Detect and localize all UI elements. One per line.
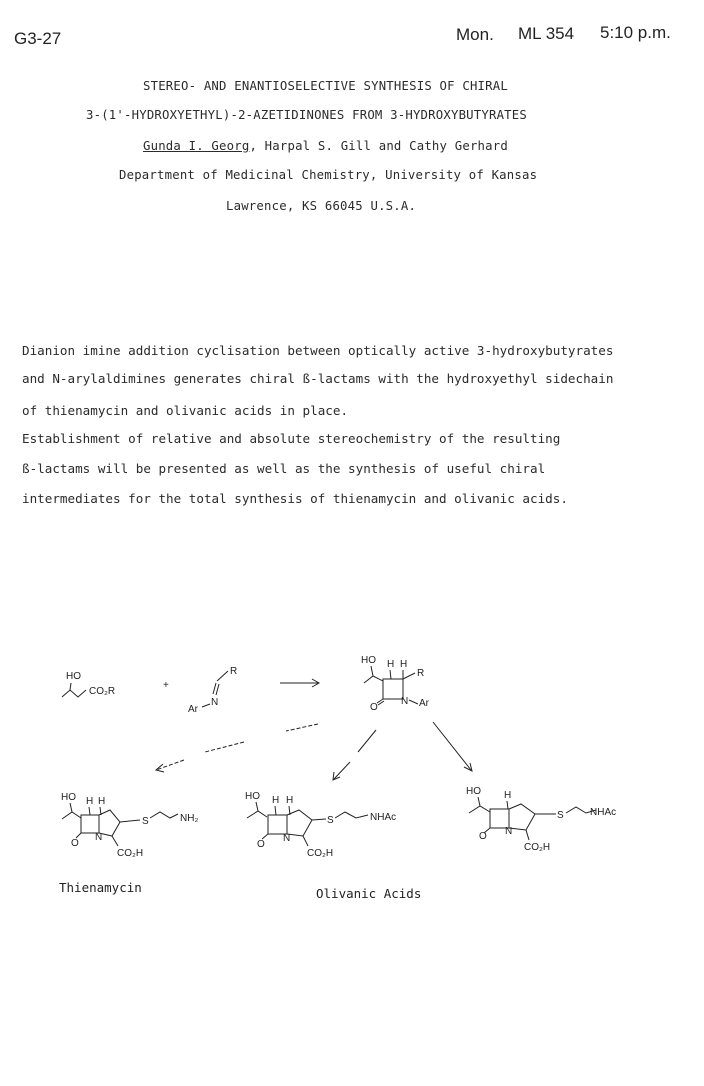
address: Lawrence, KS 66045 U.S.A. <box>226 199 417 213</box>
thien-side-chain <box>62 803 81 819</box>
thien-s-label: S <box>142 816 149 827</box>
co-authors: , Harpal S. Gill and Cathy Gerhard <box>249 139 508 153</box>
product-h1-label: H <box>387 659 395 670</box>
arrow-to-olivanic-2 <box>433 722 472 771</box>
oliv1-co2h-label: CO₂H <box>307 848 334 859</box>
oliv1-h2-label: H <box>286 795 294 806</box>
abstract-line: ß-lactams will be presented as well as the synthesis of useful chiral <box>22 461 546 476</box>
session-room: ML 354 <box>518 24 575 43</box>
session-code: G3-27 <box>14 29 62 48</box>
thien-h2-label: H <box>98 796 106 807</box>
thien-nh2-label: NH₂ <box>180 813 199 824</box>
oliv1-s-label: S <box>327 815 334 826</box>
product-ho-label: HO <box>361 655 376 666</box>
thien-h1-label: H <box>86 796 94 807</box>
oliv2-h1-label: H <box>504 790 512 801</box>
h-bonds <box>390 670 403 679</box>
abstract-line: and N-arylaldimines generates chiral ß-lactams with the hydroxyethyl sidechain <box>22 371 614 386</box>
session-day: Mon. <box>456 25 494 44</box>
oh-bond <box>70 683 71 690</box>
thien-ho-label: HO <box>61 792 76 803</box>
product-n-label: N <box>401 696 409 707</box>
oliv1-o-label: O <box>257 839 265 850</box>
oliv1-lactam-ring <box>268 815 287 834</box>
title-line-2: 3-(1'-HYDROXYETHYL)-2-AZETIDINONES FROM 3-HYDROXYBUTYRATES <box>86 108 527 122</box>
hydroxyethyl-bonds <box>364 666 383 683</box>
ester-label: CO₂R <box>89 686 116 697</box>
oliv1-h1-label: H <box>272 795 280 806</box>
product-r-bond <box>403 673 415 679</box>
caption-thienamycin: Thienamycin <box>59 880 142 895</box>
product-o-label: O <box>370 702 378 713</box>
carbonyl-bond <box>377 699 384 705</box>
oliv1-nhac-label: NHAc <box>370 812 397 823</box>
abstract-line: of thienamycin and olivanic acids in place. <box>22 403 349 418</box>
title-line-1: STEREO- AND ENANTIOSELECTIVE SYNTHESIS OF CHIRAL <box>143 79 508 93</box>
abstract-line: Dianion imine addition cyclisation between optically active 3-hydroxybutyrates <box>22 343 614 358</box>
imine-cr-bond <box>217 671 228 681</box>
oliv2-s-label: S <box>557 810 564 821</box>
oliv1-ho-label: HO <box>245 791 260 802</box>
session-time: 5:10 p.m. <box>600 23 671 42</box>
hydroxyl-label: HO <box>66 671 81 682</box>
thien-lactam-ring <box>81 815 99 833</box>
oliv2-ring <box>509 804 535 830</box>
product-ar-label: Ar <box>419 698 429 709</box>
reactant-hydroxybutyrate <box>62 671 115 697</box>
carbon-chain <box>62 690 86 697</box>
n-ar-bond <box>202 704 210 707</box>
reaction-arrow <box>280 679 319 687</box>
thien-o-label: O <box>71 838 79 849</box>
olivanic-structure-1 <box>245 791 396 859</box>
thien-co2h-label: CO₂H <box>117 848 144 859</box>
caption-olivanic-acids: Olivanic Acids <box>316 886 422 901</box>
oliv2-n-label: N <box>505 826 513 837</box>
abstract-line: Establishment of relative and absolute stereochemistry of the resulting <box>22 431 561 446</box>
imine-n-label: N <box>211 697 219 708</box>
product-r-label: R <box>417 668 425 679</box>
oliv2-co2h-label: CO₂H <box>524 842 551 853</box>
presenting-author: Gunda I. Georg <box>143 139 250 153</box>
imine-r-label: R <box>230 666 238 677</box>
department: Department of Medicinal Chemistry, University of Kansas <box>119 168 538 182</box>
thienamycin-structure <box>61 792 198 859</box>
azetidinone-ring <box>383 679 403 699</box>
oliv2-ho-label: HO <box>466 786 481 797</box>
plus-sign: + <box>163 680 169 691</box>
product-h2-label: H <box>400 659 408 670</box>
reactant-aldimine <box>188 666 237 715</box>
product-beta-lactam <box>361 655 430 713</box>
oliv1-n-label: N <box>283 833 291 844</box>
arrow-to-thienamycin <box>156 724 318 772</box>
imine-ar-label: Ar <box>188 704 198 715</box>
olivanic-structure-2 <box>466 786 616 853</box>
thien-n-label: N <box>95 832 103 843</box>
oliv1-ring <box>287 810 312 836</box>
imine-double-bond <box>213 683 219 695</box>
oliv2-o-label: O <box>479 831 487 842</box>
abstract-line: intermediates for the total synthesis of thienamycin and olivanic acids. <box>22 491 568 506</box>
arrow-to-olivanic-1 <box>333 730 376 780</box>
product-n-ar-bond <box>409 700 418 704</box>
oliv2-nhac-label: NHAc <box>590 807 617 818</box>
